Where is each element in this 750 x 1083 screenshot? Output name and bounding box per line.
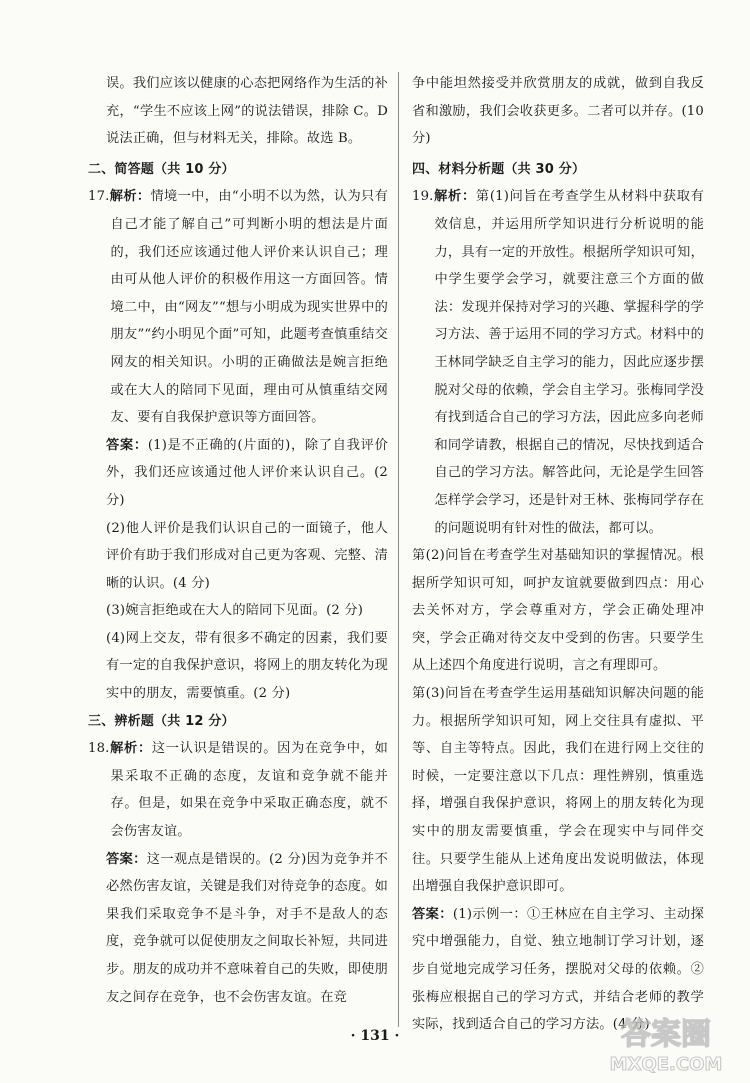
column-divider — [398, 72, 399, 1027]
watermark-text-url: MXQE.COM — [609, 1054, 723, 1075]
question-17-analysis — [88, 183, 388, 431]
question-17-analysis-label: 解析： — [109, 189, 151, 205]
section-heading-analysis: 三、辨析题（共 12 分） — [88, 713, 235, 729]
page-number: · 131 · — [350, 1028, 400, 1044]
watermark-logo — [590, 1010, 742, 1078]
question-17-number: 17. — [88, 189, 110, 205]
watermark-text-cn: 答案圈 — [621, 1017, 711, 1052]
right-continuation-text: 争中能坦然接受并欣赏朋友的成就，做到自我反省和激励，我们会收获更多。二者可以并存。(10 分) — [412, 76, 704, 147]
question-19-answer-text: (1)示例一：①王林应在自主学习、主动探究中增强能力，自觉、独立地制订学习计划，逐步自觉地完成学习任务，摆脱对父母的依赖。②张梅应根据自己的学习方式，并结合老师的教学实际，找到适合自己的学习方法。(4 分) — [412, 906, 704, 1033]
question-19-part-3: 第(3)问旨在考查学生运用基础知识解决问题的能力。根据所学知识可知，网上交往具有虚拟、平等、自主等特点。因此，我们在进行网上交往的时候，一定要注意以下几点：理性辨别，慎重选择，增强自我保护意识，将网上的朋友转化为现实中的朋友需要慎重，学会在现实中与同伴交往。只要学生能从上述角度出发说明做法，体现出增强自我保护意识即可。 — [412, 686, 704, 895]
left-continuation-text: 误。我们应该以健康的心态把网络作为生活的补充，“学生不应该上网”的说法错误，排除 C。D 说法正确，但与材料无关，排除。故选 B。 — [106, 76, 388, 147]
question-17-answer-3: (3)婉言拒绝或在大人的陪同下见面。(2 分) — [106, 603, 364, 619]
question-18-analysis-label: 解析： — [109, 741, 152, 757]
question-17-answer-2: (2)他人评价是我们认识自己的一面镜子，他人评价有助于我们形成对自己更为客观、完整、清晰的认识。(4 分) — [106, 520, 388, 591]
section-heading-material: 四、材料分析题（共 30 分） — [412, 161, 586, 177]
question-18-number: 18. — [88, 741, 110, 757]
question-18-answer — [88, 846, 388, 1012]
question-18-analysis-text: 这一认识是错误的。因为在竞争中，如果采取不正确的态度，友谊和竞争就不能并存。但是，如果在竞争中采取正确态度，就不会伤害友谊。 — [110, 741, 388, 840]
question-18-answer-label: 答案： — [106, 851, 147, 867]
question-19-number: 19. — [412, 189, 434, 205]
question-17-answer-label: 答案： — [106, 437, 148, 453]
question-18-analysis — [88, 735, 388, 845]
question-17-answer-1-text: (1)是不正确的(片面的)，除了自我评价外，我们还应该通过他人评价来认识自己。(2分) — [106, 437, 388, 508]
left-column — [88, 70, 388, 1011]
section-heading-short-answer: 二、简答题（共 10 分） — [88, 161, 235, 177]
question-18-answer-text: 这一观点是错误的。(2 分)因为竞争并不必然伤害友谊，关键是我们对待竞争的态度。如果我们采取竞争不是斗争，对手不是敌人的态度，竞争就可以促使朋友之间取长补短，共同进步。朋友的成功并不意味着自己的失败，即使朋友之间存在竞争，也不会伤害友谊。在竞 — [106, 851, 388, 1005]
question-17-analysis-text: 情境一中，由“小明不以为然，认为只有自己才能了解自己”可判断小明的想法是片面的，我们还应该通过他人评价来认识自己；理由可从他人评价的积极作用这一方面回答。情境二中，由“网友”“想与小明成为现实世界中的朋友”“约小明见个面”可知，此题考查慎重结交网友的相关知识。小明的正确做法是婉言拒绝或在大人的陪同下见面，理由可从慎重结交网友、要有自我保护意识等方面回答。 — [110, 189, 388, 426]
question-17-answer-1 — [88, 432, 388, 515]
question-19-answer-label: 答案： — [412, 906, 453, 922]
question-19-analysis-label: 解析： — [433, 189, 476, 205]
right-column — [412, 70, 704, 1039]
question-19-part-2: 第(2)问旨在考查学生对基础知识的掌握情况。根据所学知识可知，呵护友谊就要做到四点：用心去关怀对方，学会尊重对方，学会正确处理冲突，学会正确对待交友中受到的伤害。只要学生从上述四个角度进行说明，言之有理即可。 — [412, 548, 704, 674]
question-19-analysis-text: 第(1)问旨在考查学生从材料中获取有效信息，并运用所学知识进行分析说明的能力，具有一定的开放性。根据所学知识可知，中学生要学会学习，就要注意三个方面的做法：发现并保持对学习的兴趣、掌握科学的学习方法、善于运用不同的学习方式。材料中的王林同学缺乏自主学习的能力，因此应逐步摆脱对父母的依赖，学会自主学习。张梅同学没有找到适合自己的学习方法，因此应多向老师和同学请教，根据自己的情况，尽快找到适合自己的学习方法。解答此问，无论是学生回答怎样学会学习，还是针对王林、张梅同学存在的问题说明有针对性的做法，都可以。 — [434, 189, 704, 536]
question-17-answer-4: (4)网上交友，带有很多不确定的因素，我们要有一定的自我保护意识，将网上的朋友转化为现实中的朋友，需要慎重。(2 分) — [106, 630, 388, 702]
question-19-analysis — [412, 183, 704, 542]
